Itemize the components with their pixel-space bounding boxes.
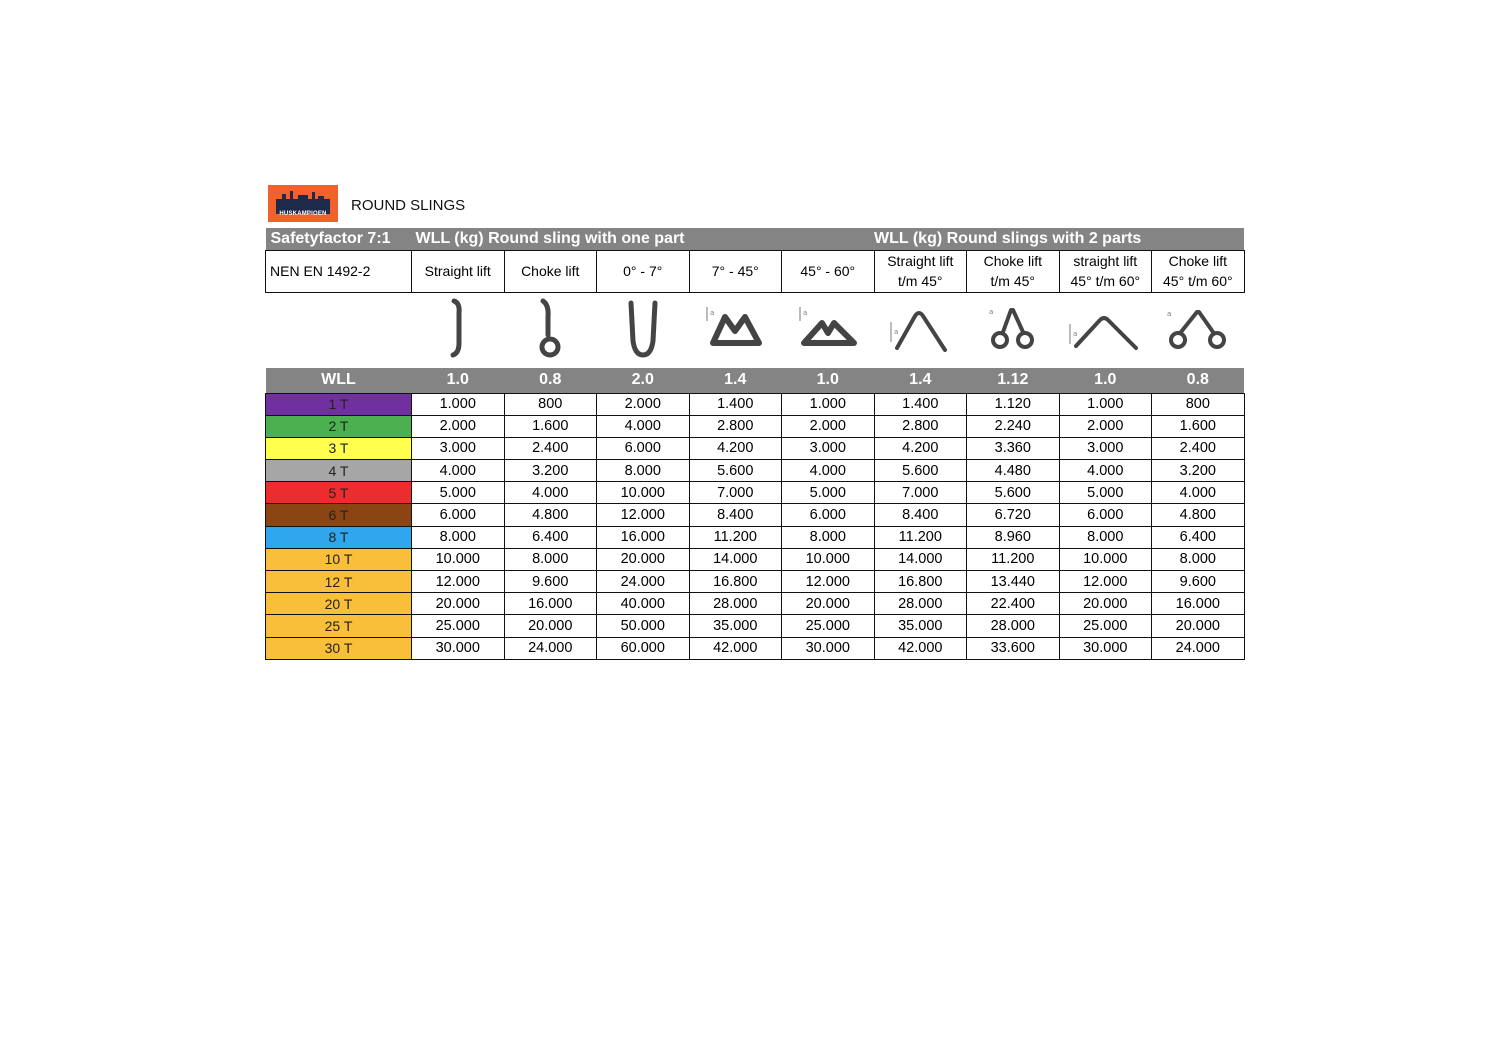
wll-value-cell: 1.000 — [782, 393, 875, 415]
wll-value-cell: 5.600 — [874, 460, 967, 482]
wll-value-cell: 4.800 — [1152, 504, 1245, 526]
wll-value-cell: 6.000 — [412, 504, 505, 526]
wll-value-cell: 8.400 — [689, 504, 782, 526]
wll-value-cell: 1.120 — [967, 393, 1060, 415]
wll-value-cell: 35.000 — [874, 615, 967, 637]
wll-value-cell: 8.400 — [874, 504, 967, 526]
company-logo — [268, 185, 338, 222]
capacity-cell: 6 T — [266, 504, 412, 526]
column-header-row — [266, 250, 1245, 292]
wll-value-cell: 10.000 — [412, 548, 505, 570]
wll-value-cell: 16.000 — [597, 526, 690, 548]
two-leg-straight-45-icon — [889, 302, 951, 354]
wll-value-cell: 25.000 — [782, 615, 875, 637]
col-header: 45° - 60° — [782, 250, 875, 292]
wll-value-cell: 1.400 — [874, 393, 967, 415]
wll-value-cell: 24.000 — [597, 571, 690, 593]
wll-value-cell: 2.000 — [597, 393, 690, 415]
wll-value-cell: 28.000 — [967, 615, 1060, 637]
wll-value-cell: 1.000 — [1059, 393, 1152, 415]
wll-value-cell: 6.400 — [504, 526, 597, 548]
capacity-cell: 8 T — [266, 526, 412, 548]
wll-value-cell: 5.600 — [967, 482, 1060, 504]
wll-value-cell: 8.960 — [967, 526, 1060, 548]
factor-cell: 1.0 — [412, 368, 505, 393]
wll-value-cell: 24.000 — [1152, 637, 1245, 659]
svg-text:a: a — [1073, 329, 1078, 338]
capacity-cell: 4 T — [266, 460, 412, 482]
table-row — [266, 482, 1245, 504]
wll-value-cell: 5.000 — [782, 482, 875, 504]
col-header: Choke lift t/m 45° — [967, 250, 1060, 292]
wll-value-cell: 30.000 — [782, 637, 875, 659]
straight-sling-icon — [443, 297, 473, 359]
col-header: Straight lift t/m 45° — [874, 250, 967, 292]
wll-value-cell: 800 — [1152, 393, 1245, 415]
wll-value-cell: 8.000 — [597, 460, 690, 482]
wll-value-cell: 4.000 — [597, 415, 690, 437]
wll-value-cell: 8.000 — [412, 526, 505, 548]
wll-value-cell: 6.000 — [597, 437, 690, 459]
wll-value-cell: 13.440 — [967, 571, 1060, 593]
wll-value-cell: 4.000 — [1152, 482, 1245, 504]
basket-sling-icon — [625, 297, 661, 359]
document-title: ROUND SLINGS — [351, 197, 466, 214]
wll-value-cell: 4.000 — [504, 482, 597, 504]
wll-value-cell: 4.000 — [1059, 460, 1152, 482]
wll-value-cell: 42.000 — [874, 637, 967, 659]
wll-value-cell: 30.000 — [1059, 637, 1152, 659]
wll-value-cell: 4.000 — [412, 460, 505, 482]
wll-value-cell: 3.200 — [504, 460, 597, 482]
wll-value-cell: 5.000 — [412, 482, 505, 504]
factor-cell: 0.8 — [1152, 368, 1245, 393]
wll-value-cell: 16.800 — [874, 571, 967, 593]
wll-value-cell: 2.000 — [1059, 415, 1152, 437]
wll-value-cell: 10.000 — [782, 548, 875, 570]
wll-value-cell: 20.000 — [1059, 593, 1152, 615]
wll-value-cell: 28.000 — [689, 593, 782, 615]
wll-value-cell: 6.000 — [782, 504, 875, 526]
table-row — [266, 615, 1245, 637]
wll-value-cell: 35.000 — [689, 615, 782, 637]
wll-value-cell: 2.800 — [689, 415, 782, 437]
wll-table — [265, 228, 1245, 660]
capacity-cell: 5 T — [266, 482, 412, 504]
col-header: Straight lift — [412, 250, 505, 292]
svg-text:a: a — [988, 307, 994, 316]
data-body — [266, 393, 1245, 659]
wll-value-cell: 3.360 — [967, 437, 1060, 459]
wll-value-cell: 6.400 — [1152, 526, 1245, 548]
capacity-cell: 1 T — [266, 393, 412, 415]
svg-text:a: a — [894, 327, 899, 336]
capacity-cell: 12 T — [266, 571, 412, 593]
wll-value-cell: 22.400 — [967, 593, 1060, 615]
capacity-cell: 3 T — [266, 437, 412, 459]
col-header: straight lift 45° t/m 60° — [1059, 250, 1152, 292]
wll-value-cell: 8.000 — [1059, 526, 1152, 548]
wll-value-cell: 16.000 — [504, 593, 597, 615]
wll-value-cell: 10.000 — [597, 482, 690, 504]
wll-value-cell: 20.000 — [597, 548, 690, 570]
wll-value-cell: 9.600 — [1152, 571, 1245, 593]
table-row — [266, 460, 1245, 482]
wll-value-cell: 25.000 — [412, 615, 505, 637]
wll-value-cell: 6.000 — [1059, 504, 1152, 526]
col-header: Choke lift — [504, 250, 597, 292]
choke-sling-icon — [533, 297, 567, 359]
svg-text:a: a — [802, 308, 808, 317]
wll-value-cell: 3.200 — [1152, 460, 1245, 482]
wll-value-cell: 14.000 — [689, 548, 782, 570]
basket-angle-60-icon — [798, 303, 858, 353]
wll-value-cell: 10.000 — [1059, 548, 1152, 570]
col-header: 0° - 7° — [597, 250, 690, 292]
wll-value-cell: 3.000 — [412, 437, 505, 459]
col-header: 7° - 45° — [689, 250, 782, 292]
col-header: Choke lift 45° t/m 60° — [1152, 250, 1245, 292]
wll-value-cell: 5.000 — [1059, 482, 1152, 504]
table-row — [266, 415, 1245, 437]
capacity-cell: 30 T — [266, 637, 412, 659]
wll-value-cell: 20.000 — [782, 593, 875, 615]
wll-value-cell: 16.000 — [1152, 593, 1245, 615]
wll-value-cell: 1.000 — [412, 393, 505, 415]
wll-value-cell: 2.400 — [504, 437, 597, 459]
wll-value-cell: 9.600 — [504, 571, 597, 593]
table-row — [266, 504, 1245, 526]
logo-text: HUSKAMPIOEN — [279, 211, 327, 217]
factor-cell: 1.4 — [874, 368, 967, 393]
icon-row — [266, 292, 1245, 368]
wll-value-cell: 4.200 — [874, 437, 967, 459]
svg-text:a: a — [710, 308, 715, 317]
wll-value-cell: 42.000 — [689, 637, 782, 659]
table-row — [266, 571, 1245, 593]
wll-value-cell: 14.000 — [874, 548, 967, 570]
wll-value-cell: 4.200 — [689, 437, 782, 459]
wll-value-cell: 25.000 — [1059, 615, 1152, 637]
wll-value-cell: 6.720 — [967, 504, 1060, 526]
wll-value-cell: 11.200 — [967, 548, 1060, 570]
two-leg-straight-60-icon — [1068, 302, 1142, 354]
table-header-row — [266, 228, 1245, 250]
factor-cell: 2.0 — [597, 368, 690, 393]
wll-value-cell: 24.000 — [504, 637, 597, 659]
wll-value-cell: 3.000 — [1059, 437, 1152, 459]
factor-cell: 1.12 — [967, 368, 1060, 393]
wll-value-cell: 8.000 — [782, 526, 875, 548]
factor-cell: 0.8 — [504, 368, 597, 393]
capacity-cell: 20 T — [266, 593, 412, 615]
wll-value-cell: 11.200 — [874, 526, 967, 548]
safety-factor-label: Safetyfactor 7:1 — [266, 228, 412, 250]
wll-value-cell: 28.000 — [874, 593, 967, 615]
wll-value-cell: 12.000 — [1059, 571, 1152, 593]
wll-value-cell: 11.200 — [689, 526, 782, 548]
wll-value-cell: 12.000 — [782, 571, 875, 593]
table-row — [266, 526, 1245, 548]
factor-cell: 1.0 — [782, 368, 875, 393]
wll-value-cell: 5.600 — [689, 460, 782, 482]
basket-angle-45-icon — [705, 303, 765, 353]
wll-value-cell: 20.000 — [504, 615, 597, 637]
wll-value-cell: 7.000 — [689, 482, 782, 504]
table-row — [266, 393, 1245, 415]
wll-value-cell: 4.480 — [967, 460, 1060, 482]
wll-value-cell: 33.600 — [967, 637, 1060, 659]
group-one-part-title: WLL (kg) Round sling with one part — [412, 228, 875, 250]
wll-value-cell: 2.000 — [782, 415, 875, 437]
wll-value-cell: 30.000 — [412, 637, 505, 659]
wll-value-cell: 2.800 — [874, 415, 967, 437]
wll-value-cell: 4.000 — [782, 460, 875, 482]
capacity-cell: 2 T — [266, 415, 412, 437]
wll-value-cell: 50.000 — [597, 615, 690, 637]
wll-value-cell: 7.000 — [874, 482, 967, 504]
svg-text:a: a — [1166, 309, 1172, 318]
factor-row-label: WLL — [266, 368, 412, 393]
factor-cell: 1.0 — [1059, 368, 1152, 393]
wll-value-cell: 2.000 — [412, 415, 505, 437]
wll-value-cell: 20.000 — [1152, 615, 1245, 637]
wll-value-cell: 2.400 — [1152, 437, 1245, 459]
wll-value-cell: 16.800 — [689, 571, 782, 593]
factor-cell: 1.4 — [689, 368, 782, 393]
wll-value-cell: 12.000 — [412, 571, 505, 593]
capacity-cell: 10 T — [266, 548, 412, 570]
wll-value-cell: 3.000 — [782, 437, 875, 459]
wll-value-cell: 1.600 — [504, 415, 597, 437]
wll-value-cell: 60.000 — [597, 637, 690, 659]
wll-value-cell: 800 — [504, 393, 597, 415]
two-leg-choke-60-icon — [1165, 302, 1231, 354]
wll-value-cell: 2.240 — [967, 415, 1060, 437]
wll-value-cell: 1.400 — [689, 393, 782, 415]
table-row — [266, 437, 1245, 459]
table-row — [266, 548, 1245, 570]
wll-value-cell: 4.800 — [504, 504, 597, 526]
capacity-cell: 25 T — [266, 615, 412, 637]
standard-label: NEN EN 1492-2 — [266, 250, 412, 292]
wll-value-cell: 20.000 — [412, 593, 505, 615]
wll-value-cell: 40.000 — [597, 593, 690, 615]
wll-value-cell: 1.600 — [1152, 415, 1245, 437]
factor-row — [266, 368, 1245, 393]
two-leg-choke-45-icon — [987, 302, 1039, 354]
group-two-parts-title: WLL (kg) Round slings with 2 parts — [874, 228, 1244, 250]
table-row — [266, 593, 1245, 615]
wll-value-cell: 8.000 — [504, 548, 597, 570]
wll-value-cell: 12.000 — [597, 504, 690, 526]
wll-value-cell: 8.000 — [1152, 548, 1245, 570]
table-row — [266, 637, 1245, 659]
